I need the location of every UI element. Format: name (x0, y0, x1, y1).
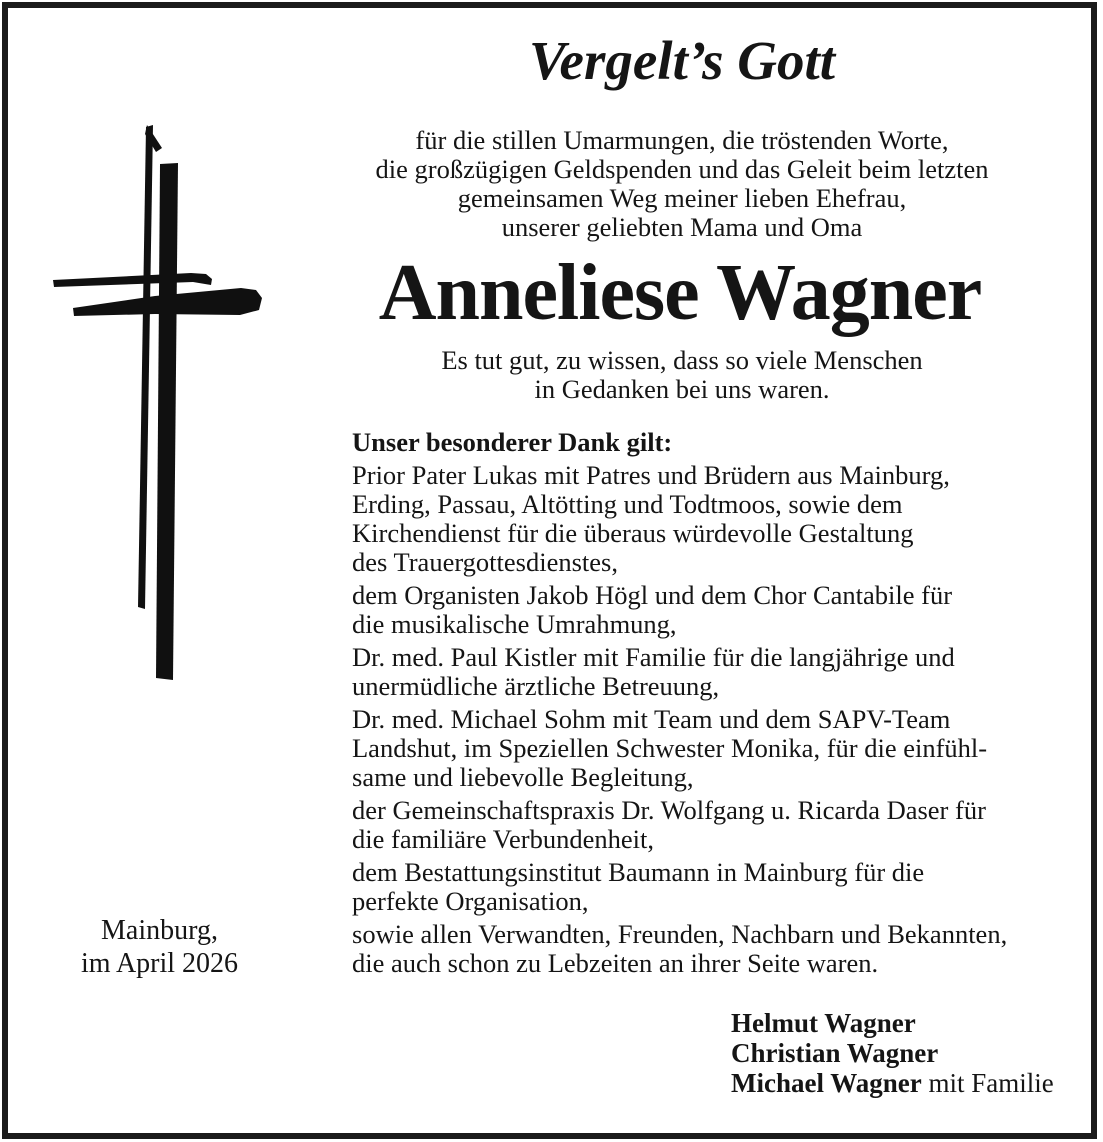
intro-line: gemeinsamen Weg meiner lieben Ehefrau, (457, 183, 907, 213)
thanks-line: Kirchendienst für die überaus würdevolle Gestaltung (352, 518, 914, 548)
signature-name: Christian Wagner (731, 1038, 939, 1068)
thanks-paragraph (352, 643, 1068, 701)
thanks-line: perfekte Organisation, (352, 886, 589, 916)
thanks-line: sowie allen Verwandten, Freunden, Nachbarn und Bekannten, (352, 919, 1008, 949)
thanks-line: dem Bestattungsinstitut Baumann in Mainburg für die (352, 857, 925, 887)
thanks-paragraph (352, 858, 1068, 916)
thanks-line: same und liebevolle Begleitung, (352, 762, 694, 792)
signature-name: Michael Wagner (731, 1068, 922, 1098)
intro-text (352, 126, 1012, 242)
signature-name: Helmut Wagner (731, 1008, 916, 1038)
thanks-paragraph (352, 796, 1068, 854)
thanks-line: die musikalische Umrahmung, (352, 609, 677, 639)
thanks-line: der Gemeinschaftspraxis Dr. Wolfgang u. Ricarda Daser für (352, 795, 986, 825)
thanks-line: Prior Pater Lukas mit Patres und Brüdern aus Mainburg, (352, 460, 950, 490)
intro-line: unserer geliebten Mama und Oma (501, 212, 863, 242)
dateline-place: Mainburg, (101, 915, 218, 946)
signatures (731, 1008, 1054, 1098)
intro-line: für die stillen Umarmungen, die tröstenden Worte, (415, 125, 949, 155)
thanks-line: des Trauergottesdienstes, (352, 547, 618, 577)
thanks-line: Dr. med. Michael Sohm mit Team und dem SAPV-Team (352, 704, 951, 734)
thanks-line: die familiäre Verbundenheit, (352, 824, 654, 854)
dateline-date: im April 2026 (80, 948, 239, 979)
thanks-line: Landshut, im Speziellen Schwester Monika, für die einfühl- (352, 733, 988, 763)
thanks-section (352, 428, 1068, 978)
quote-line: Es tut gut, zu wissen, dass so viele Menschen (441, 345, 923, 375)
quote-line: in Gedanken bei uns waren. (534, 374, 830, 404)
thanks-paragraph (352, 461, 1068, 577)
thanks-paragraph (352, 705, 1068, 792)
page-title: Vergelt’s Gott (528, 30, 836, 91)
signature-suffix: mit Familie (921, 1068, 1054, 1098)
cross-icon (45, 112, 273, 684)
quote-text (352, 346, 1012, 404)
thanks-line: die auch schon zu Lebzeiten an ihrer Seite waren. (352, 948, 879, 978)
thanks-line: Dr. med. Paul Kistler mit Familie für die langjährige und (352, 642, 955, 672)
thanks-paragraph (352, 581, 1068, 639)
thanks-paragraph (352, 920, 1068, 978)
deceased-name: Anneliese Wagner (378, 249, 982, 337)
thanks-line: dem Organisten Jakob Högl und dem Chor Cantabile für (352, 580, 953, 610)
thanks-heading: Unser besonderer Dank gilt: (352, 427, 673, 457)
intro-line: die großzügigen Geldspenden und das Geleit beim letzten (375, 154, 989, 184)
signature-name-with-suffix (731, 1068, 1054, 1098)
thanks-line: unermüdliche ärztliche Betreuung, (352, 671, 720, 701)
dateline (52, 914, 267, 980)
thanks-line: Erding, Passau, Altötting und Todtmoos, sowie dem (352, 489, 903, 519)
